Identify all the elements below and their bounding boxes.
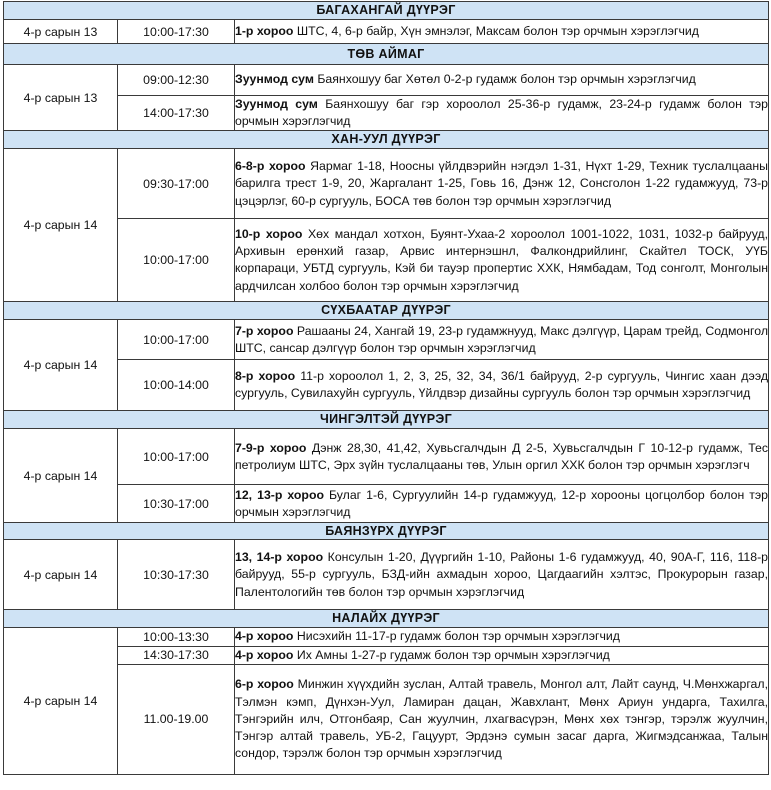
khoroo-label: Зуунмод сум	[235, 97, 318, 111]
schedule-row	[4, 646, 769, 664]
affected-area-text: Яармаг 1-18, Ноосны үйлдвэрийн нэгдэл 1-31, Нүхт 1-29, Техник туслалцааны барилга трест 1-9, 20, Жаргалант 1-25, Говь 16, Дэнж 12, Сонсголон 1-22 гудамжууд, 73-р цэцэрлэг, 60-р сургууль, БОСА төв болон тэр орчмын хэрэглэгчид	[235, 159, 769, 208]
affected-area-text: Минжин хүүхдийн зуслан, Алтай травель, Монгол алт, Лайт саунд, Ч.Мөнхжаргал, Тэлмэн кэмп, Дүнхэн-Уул, Ламиран дацан, Жавхлант, Мөнх Ариун ундарга, Тахилга, Тэнгэрийн илч, Отгонбаяр, Сан жуулчин, лхагвасүрэн, Мөнх хөх тэнгэр, тэрэлж жуулчин, Тэнгэр алтай травель, УБ-2, Гацуурт, Эрдэнэ сумын засаг дарга, Жигмэдсанжаа, Талын сондор, тэрэлж болон тэр орчмын хэрэглэгчид	[235, 677, 769, 761]
time-cell: 09:30-17:00	[118, 149, 235, 219]
time-cell: 10:00-17:00	[118, 219, 235, 302]
section-header-row	[4, 523, 769, 540]
date-cell: 4-р сарын 14	[4, 540, 118, 610]
schedule-body	[4, 2, 769, 775]
section-header-row	[4, 610, 769, 628]
area-description-cell	[235, 628, 769, 646]
time-cell: 09:00-12:30	[118, 65, 235, 96]
time-cell: 10:00-13:30	[118, 628, 235, 646]
time-cell: 10:00-17:00	[118, 320, 235, 360]
khoroo-label: 6-р хороо	[235, 677, 294, 692]
schedule-row	[4, 628, 769, 646]
date-cell: 4-р сарын 14	[4, 429, 118, 523]
schedule-row	[4, 540, 769, 610]
khoroo-label: 1-р хороо	[235, 23, 294, 38]
date-cell: 4-р сарын 13	[4, 65, 118, 131]
affected-area-text: Дэнж 28,30, 41,42, Хувьсгалчдын Д 2-5, Хувьсгалчдын Г 10-12-р гудамж, Тес петролиум ШТС, Эрх зүйн туслалцааны төв, Улын оргил ХХК болон тэр орчмын хэрэглэгч	[235, 440, 769, 472]
outage-schedule-table	[3, 1, 769, 775]
section-title: ЧИНГЭЛТЭЙ ДҮҮРЭГ	[4, 411, 769, 429]
section-header-row	[4, 44, 769, 65]
affected-area-text: 11-р хороолол 1, 2, 3, 25, 32, 34, 36/1 байрууд, 2-р сургууль, Чингис хаан дээд сургууль, Сувилахуйн сургууль, Үйлдвэр дизайны сургууль болон тэр орчмын хэрэглэгчид	[235, 369, 768, 401]
khoroo-label: 7-9-р хороо	[235, 440, 307, 455]
area-description-cell	[235, 65, 769, 96]
section-header-row	[4, 131, 769, 149]
khoroo-label: 13, 14-р хороо	[235, 550, 324, 565]
affected-area-text: Баянхошуу баг гэр хороолол 25-36-р гудамж, 23-24-р гудамж болон тэр орчмын хэрэглэгчид	[235, 97, 769, 129]
section-title: БАЯНЗҮРХ ДҮҮРЭГ	[4, 523, 769, 540]
area-description-cell	[235, 219, 769, 302]
area-description-cell	[235, 20, 769, 44]
date-cell: 4-р сарын 14	[4, 320, 118, 411]
schedule-row	[4, 20, 769, 44]
affected-area-text: Консулын 1-20, Дүүргийн 1-10, Районы 1-6 гудамжууд, 40, 90А-Г, 116, 118-р байрууд, 55-р сургууль, БЗД-ийн ахмадын хороо, Цагдаагийн хэлтэс, Прокурорын газар, Палентологийн төв болон тэр орчмын хэрэглэгчид	[235, 550, 769, 599]
khoroo-label: 6-8-р хороо	[235, 159, 306, 174]
schedule-row	[4, 65, 769, 96]
schedule-row	[4, 96, 769, 131]
area-description-cell	[235, 360, 769, 411]
time-cell: 10:30-17:30	[118, 540, 235, 610]
schedule-row	[4, 360, 769, 411]
time-cell: 10:30-17:00	[118, 485, 235, 523]
area-description-cell	[235, 429, 769, 485]
schedule-row	[4, 149, 769, 219]
time-cell: 10:00-17:00	[118, 429, 235, 485]
time-cell: 14:30-17:30	[118, 646, 235, 664]
area-description-cell	[235, 320, 769, 360]
area-description-cell	[235, 646, 769, 664]
time-cell: 10:00-17:30	[118, 20, 235, 44]
section-header-row	[4, 2, 769, 20]
section-title: СҮХБААТАР ДҮҮРЭГ	[4, 302, 769, 320]
section-header-row	[4, 302, 769, 320]
area-description-cell	[235, 485, 769, 523]
khoroo-label: 8-р хороо	[235, 369, 296, 384]
time-cell: 10:00-14:00	[118, 360, 235, 411]
section-title: БАГАХАНГАЙ ДҮҮРЭГ	[4, 2, 769, 20]
schedule-row	[4, 320, 769, 360]
schedule-row	[4, 219, 769, 302]
schedule-row	[4, 429, 769, 485]
khoroo-label: 4-р хороо	[235, 647, 294, 662]
time-cell: 14:00-17:30	[118, 96, 235, 131]
area-description-cell	[235, 149, 769, 219]
section-title: НАЛАЙХ ДҮҮРЭГ	[4, 610, 769, 628]
khoroo-label: 10-р хороо	[235, 227, 303, 241]
section-header-row	[4, 411, 769, 429]
area-description-cell	[235, 96, 769, 131]
affected-area-text: Хөх мандал хотхон, Буянт-Ухаа-2 хороолол 1001-1022, 1031, 1032-р байрууд, Архивын ерөнхий газар, Арвис интернэшнл, Фалкондрийлинг, Скайтел ТОСК, УҮБ корпараци, УБТД сургууль, Кэй би тауэр пропертис ХХК, Нямбадам, Тод сонголт, Монголын ардчилсан холбоо болон тэр орчмын хэрэглэгчид	[235, 227, 769, 293]
khoroo-label: 7-р хороо	[235, 323, 294, 338]
affected-area-text: Булаг 1-6, Сургуулийн 14-р гудамжууд, 12-р хорооны цогцолбор болон тэр орчмын хэрэглэгчид	[235, 487, 769, 519]
khoroo-label: Зуунмод сум	[235, 72, 314, 87]
time-cell: 11.00-19.00	[118, 664, 235, 774]
affected-area-text: Рашааны 24, Хангай 19, 23-р гудамжнууд, Макс дэлгүүр, Царам трейд, Содмонгол ШТС, сансар дэлгүүр болон тэр орчмын хэрэглэгчид	[235, 323, 769, 355]
khoroo-label: 4-р хороо	[235, 629, 294, 644]
affected-area-text: Баянхошуу баг Хөтөл 0-2-р гудамж болон тэр орчмын хэрэглэгчид	[313, 72, 696, 87]
section-title: ХАН-УУЛ ДҮҮРЭГ	[4, 131, 769, 149]
schedule-row	[4, 664, 769, 774]
date-cell: 4-р сарын 13	[4, 20, 118, 44]
area-description-cell	[235, 664, 769, 774]
affected-area-text: ШТС, 4, 6-р байр, Хүн эмнэлэг, Максам болон тэр орчмын хэрэглэгчид	[293, 23, 699, 38]
area-description-cell	[235, 540, 769, 610]
schedule-row	[4, 485, 769, 523]
affected-area-text: Нисэхийн 11-17-р гудамж болон тэр орчмын хэрэглэгчид	[293, 629, 620, 644]
khoroo-label: 12, 13-р хороо	[235, 487, 324, 502]
section-title: ТӨВ АЙМАГ	[4, 44, 769, 65]
date-cell: 4-р сарын 14	[4, 628, 118, 774]
date-cell: 4-р сарын 14	[4, 149, 118, 302]
affected-area-text: Их Амны 1-27-р гудамж болон тэр орчмын хэрэглэгчид	[293, 647, 610, 662]
